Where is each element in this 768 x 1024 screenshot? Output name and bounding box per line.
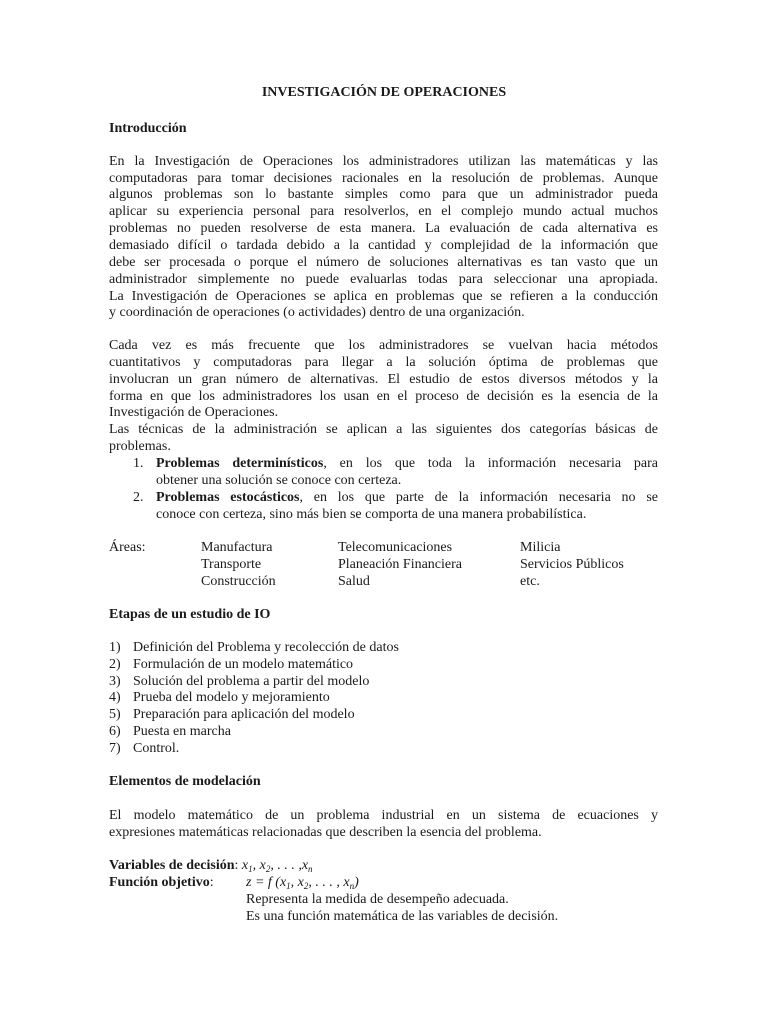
- text-line: forma en que los administradores los usan en el proceso de decisión es la esencia de la: [109, 389, 658, 404]
- text-line: administrador simplemente no puede evaluarlas todas para seleccionar una apropiada.: [109, 272, 658, 287]
- list-number: 1): [109, 640, 121, 655]
- text-line: demasiado difícil o tardada debido a la cantidad y complejidad de la información que: [109, 238, 658, 253]
- category-term: Problemas determinísticos: [156, 456, 324, 471]
- text-line: La Investigación de Operaciones se aplica en problemas que se refieren a la conducción: [109, 289, 658, 304]
- areas-label: Áreas:: [109, 540, 146, 555]
- list-number: 2.: [133, 490, 144, 505]
- list-item-continued: conoce con certeza, sino más bien se comporta de una manera probabilística.: [156, 507, 587, 522]
- list-number: 7): [109, 741, 121, 756]
- text-line: y coordinación de operaciones (o actividades) dentro de una organización.: [109, 305, 525, 320]
- list-item: Control.: [133, 741, 180, 756]
- objective-function-line: Función objetivo:: [109, 875, 214, 890]
- area-item: Construcción: [201, 574, 276, 589]
- list-number: 5): [109, 707, 121, 722]
- list-item-continued: obtener una solución se conoce con certeza.: [156, 473, 402, 488]
- text-line: Cada vez es más frecuente que los administradores se vuelvan hacia métodos: [109, 338, 658, 353]
- category-text: , en los que toda la información necesaria para: [323, 456, 658, 471]
- list-item: [156, 490, 658, 507]
- text-line: En la Investigación de Operaciones los administradores utilizan las matemáticas y las: [109, 154, 658, 169]
- intro-heading: Introducción: [109, 121, 187, 136]
- list-item: Prueba del modelo y mejoramiento: [133, 690, 330, 705]
- text-line: El modelo matemático de un problema industrial en un sistema de ecuaciones y: [109, 808, 658, 823]
- list-item: Preparación para aplicación del modelo: [133, 707, 355, 722]
- modeling-heading: Elementos de modelación: [109, 774, 261, 789]
- objective-function-label: Función objetivo: [109, 875, 210, 890]
- text-line: aplicar su experiencia personal para resolverlos, en el complejo mundo actual muchos: [109, 204, 658, 219]
- area-item: Manufactura: [201, 540, 273, 555]
- text-line: algunos problemas son lo bastante simples como para que un administrador pueda: [109, 187, 658, 202]
- objective-description: Es una función matemática de las variables de decisión.: [246, 909, 559, 924]
- area-item: Planeación Financiera: [338, 557, 463, 572]
- area-item: Telecomunicaciones: [338, 540, 453, 555]
- area-item: Servicios Públicos: [520, 557, 624, 572]
- area-item: Milicia: [520, 540, 561, 555]
- text-line: problemas no pueden resolverse de esta manera. La evaluación de cada alternativa es: [109, 221, 658, 236]
- list-number: 6): [109, 724, 121, 739]
- text-line: computadoras para tomar decisiones racionales en la resolución de problemas. Aunque: [109, 171, 658, 186]
- text-line: involucran un gran número de alternativas. El estudio de estos diversos métodos y la: [109, 372, 658, 387]
- list-number: 2): [109, 657, 121, 672]
- decision-variables-line: Variables de decisión: $x_1$, $x_2$, . . . $,x_n$: [109, 858, 313, 874]
- area-item: etc.: [520, 574, 540, 589]
- text-line: Investigación de Operaciones.: [109, 405, 279, 420]
- category-term: Problemas estocásticos: [156, 490, 300, 505]
- decision-variables-formula: $x_1$, $x_2$, . . . $,x_n$: [241, 858, 313, 874]
- list-number: 3): [109, 674, 121, 689]
- list-item: Formulación de un modelo matemático: [133, 657, 354, 672]
- list-item: [156, 456, 658, 473]
- text-line: expresiones matemáticas relacionadas que describen la esencia del problema.: [109, 825, 542, 840]
- text-line: Las técnicas de la administración se aplican a las siguientes dos categorías básicas de: [109, 422, 658, 437]
- document-title: INVESTIGACIÓN DE OPERACIONES: [261, 85, 507, 100]
- text-line: problemas.: [109, 439, 171, 454]
- list-number: 4): [109, 690, 121, 705]
- list-number: 1.: [133, 456, 144, 471]
- area-item: Salud: [338, 574, 370, 589]
- list-item: Solución del problema a partir del modelo: [133, 674, 370, 689]
- decision-variables-label: Variables de decisión: [109, 858, 235, 873]
- stages-heading: Etapas de un estudio de IO: [109, 607, 271, 622]
- area-item: Transporte: [201, 557, 262, 572]
- list-item: Definición del Problema y recolección de datos: [133, 640, 399, 655]
- list-item: Puesta en marcha: [133, 724, 231, 739]
- objective-description: Representa la medida de desempeño adecuada.: [246, 892, 509, 907]
- text-line: cuantitativos y computadoras para llegar a la solución óptima de problemas que: [109, 355, 658, 370]
- category-text: , en los que parte de la información necesaria no se: [299, 490, 658, 505]
- text-line: debe ser procesada o porque el número de soluciones alternativas es tan vasto que un: [109, 255, 658, 270]
- objective-function-formula: z = f ($x_1$, $x_2$, . . . , $x_n$): [246, 875, 359, 891]
